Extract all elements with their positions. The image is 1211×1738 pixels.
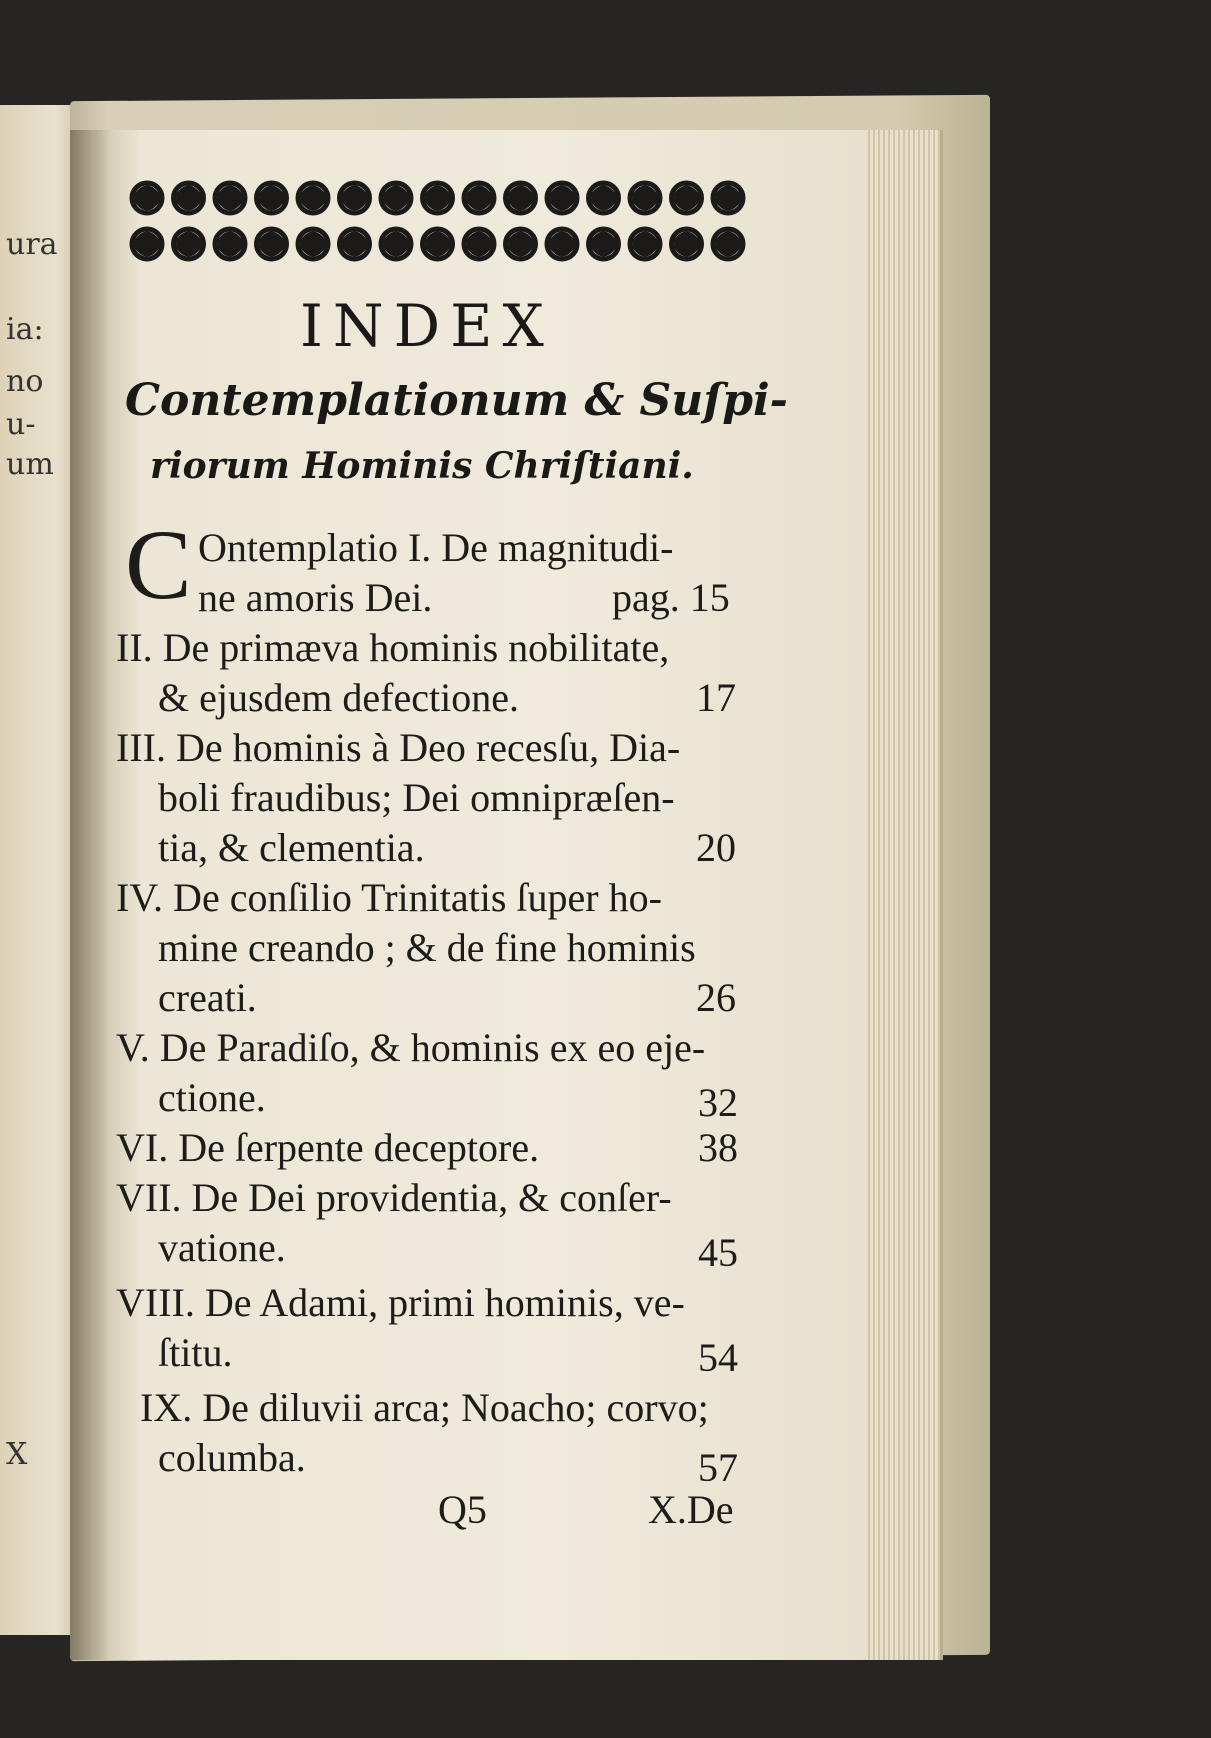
left-edge-text: X	[6, 1437, 28, 1472]
fleuron-leaf	[550, 234, 574, 254]
fleuron-leaf	[260, 234, 284, 254]
fleuron-leaf	[592, 188, 616, 208]
subtitle-line-2: riorum Hominis Chriſtiani.	[150, 445, 694, 487]
fleuron-leaf	[675, 188, 699, 208]
entry-line: VII. De Dei providentia, & conſer-	[116, 1175, 672, 1220]
entry-line: boli fraudibus; Dei omnipræſen-	[158, 775, 675, 820]
entry-line: Ontemplatio I. De magnitudi-	[198, 525, 674, 570]
page-number: 45	[698, 1230, 738, 1275]
entry-line: VIII. De Adami, primi hominis, ve-	[116, 1280, 685, 1325]
entry-line: III. De hominis à Deo recesſu, Dia-	[116, 725, 681, 770]
fleuron-leaf	[592, 234, 616, 254]
page-edges	[860, 130, 943, 1660]
fleuron-leaf	[218, 188, 242, 208]
fleuron-leaf	[633, 188, 657, 208]
fleuron-leaf	[426, 234, 450, 254]
entry-line: creati.	[158, 975, 257, 1020]
fleuron-leaf	[426, 188, 450, 208]
fleuron-leaf	[301, 234, 325, 254]
page-number: 57	[698, 1445, 738, 1490]
fleuron-leaf	[675, 234, 699, 254]
page-number: 20	[696, 825, 736, 870]
entry-line: columba.	[158, 1435, 306, 1480]
entry-line: VI. De ſerpente deceptore.	[116, 1125, 540, 1170]
subtitle-line-1: Contemplationum & Suſpi-	[125, 375, 788, 426]
fleuron-leaf	[509, 188, 533, 208]
page-title: INDEX	[300, 292, 554, 360]
fleuron-leaf	[467, 188, 491, 208]
left-edge-text: no	[6, 364, 44, 399]
fleuron-leaf	[218, 234, 242, 254]
fleuron-leaf	[467, 234, 491, 254]
entry-line: ne amoris Dei.	[198, 575, 433, 620]
entry-line: IX. De diluvii arca; Noacho; corvo;	[140, 1385, 709, 1430]
page-number: 26	[696, 975, 736, 1020]
entry-line: ſtitu.	[158, 1330, 233, 1375]
entry-line: IV. De conſilio Trinitatis ſuper ho-	[116, 875, 662, 920]
entry-line: mine creando ; & de fine hominis	[158, 925, 696, 970]
fleuron-leaf	[633, 234, 657, 254]
fleuron-leaf	[135, 188, 159, 208]
catchword: X.De	[648, 1487, 734, 1532]
entry-line: II. De primæva hominis nobilitate,	[116, 625, 670, 670]
fleuron-leaf	[384, 234, 408, 254]
previous-page-fragment	[0, 105, 80, 1635]
entry-line: tia, & clementia.	[158, 825, 425, 870]
fleuron-leaf	[384, 188, 408, 208]
entry-line: vatione.	[158, 1225, 286, 1270]
left-edge-text: ia:	[6, 312, 44, 347]
left-edge-text: u-	[6, 407, 36, 442]
page-number: 32	[698, 1080, 738, 1125]
fleuron-leaf	[716, 234, 740, 254]
signature-mark: Q5	[438, 1487, 487, 1532]
fleuron-leaf	[177, 188, 201, 208]
entry-line: V. De Paradiſo, & hominis ex eo eje-	[116, 1025, 706, 1070]
left-edge-text: um	[6, 447, 54, 482]
entry-line: & ejusdem defectione.	[158, 675, 519, 720]
fleuron-leaf	[135, 234, 159, 254]
fleuron-band-icon	[127, 170, 747, 272]
fleuron-leaf	[509, 234, 533, 254]
fleuron-leaf	[177, 234, 201, 254]
fleuron-leaf	[301, 188, 325, 208]
fleuron-leaf	[343, 234, 367, 254]
fleuron-leaf	[550, 188, 574, 208]
fleuron-leaf	[260, 188, 284, 208]
left-edge-text: ura	[6, 227, 58, 262]
gutter-shadow	[70, 130, 110, 1660]
page-number: 38	[698, 1125, 738, 1170]
fleuron-leaf	[343, 188, 367, 208]
page-number: 54	[698, 1335, 738, 1380]
fleuron-leaf	[716, 188, 740, 208]
page-number: 17	[696, 675, 736, 720]
page-number: pag. 15	[612, 575, 730, 620]
entry-line: ctione.	[158, 1075, 266, 1120]
drop-cap: C	[125, 509, 192, 620]
